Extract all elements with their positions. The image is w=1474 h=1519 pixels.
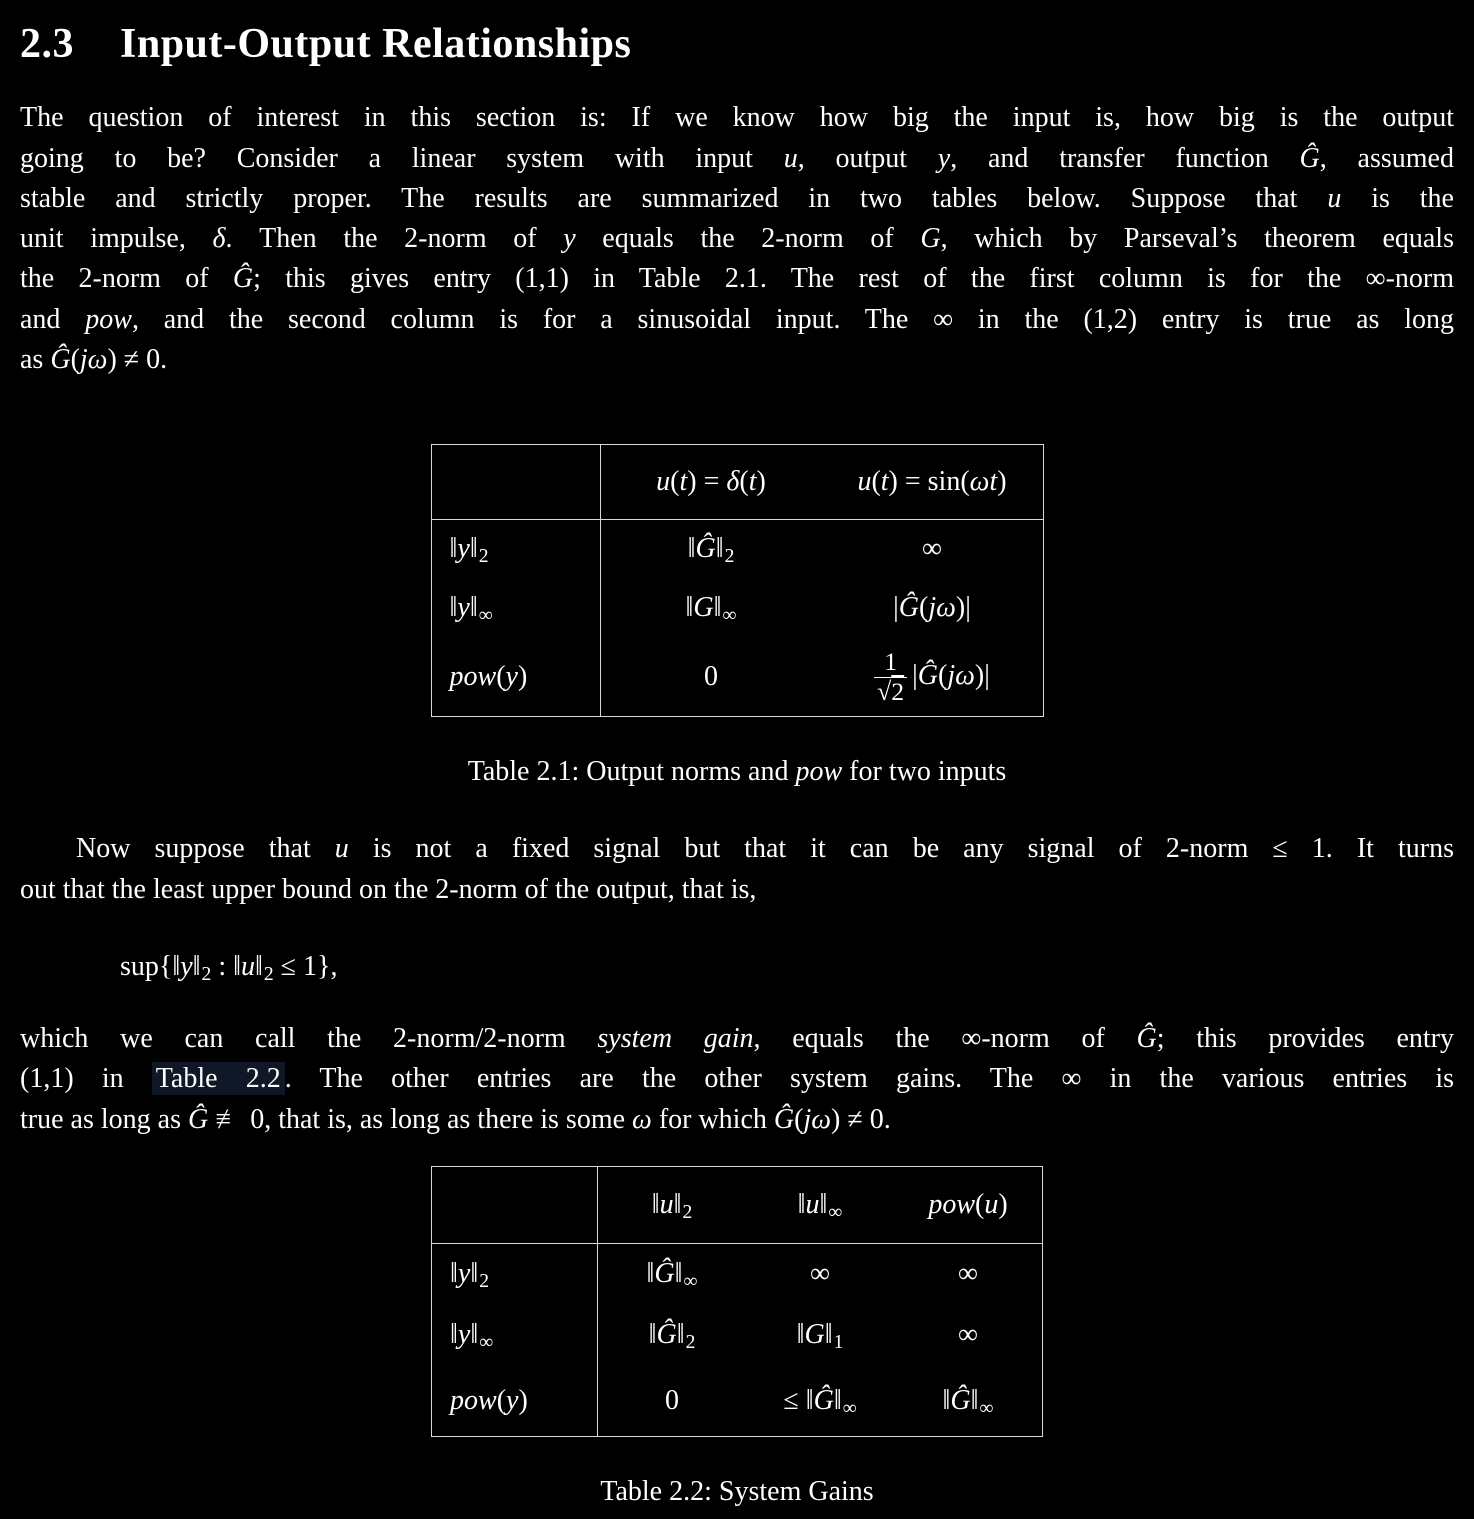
table-cell (746, 1366, 894, 1437)
text-run: ) (998, 1188, 1008, 1220)
math-run: pow (795, 756, 843, 788)
table-2-1 (431, 444, 1044, 717)
math-run: y (457, 1257, 471, 1289)
text-run: ‖ (648, 1318, 657, 1350)
text-run: ‖ (450, 1257, 458, 1289)
text-run: Table 2.2: System Gains (600, 1475, 874, 1507)
row-label (432, 1243, 598, 1304)
math-run: Ĝ (50, 344, 71, 376)
math-run: y (457, 592, 470, 624)
math-run: Ĝ (1136, 1022, 1157, 1054)
subscript-run: ∞ (979, 1397, 994, 1419)
math-run: t (679, 466, 688, 498)
text-run: ‖ (796, 1318, 805, 1350)
text-run: : (211, 950, 234, 982)
math-run: Ĝ (656, 1318, 677, 1350)
text-run: . The other entries are the other system gains. The ∞ in the various entries is (284, 1063, 1455, 1095)
math-run: δ (726, 466, 740, 498)
math-run: Ĝ (898, 592, 919, 624)
text-run: ‖ (805, 1384, 814, 1416)
subscript-run: 2 (724, 546, 735, 568)
text-run: ≤ (783, 1384, 806, 1416)
text-run: . Then the 2-norm of (225, 223, 564, 255)
table-header-row (431, 445, 1043, 520)
text-run: , and transfer function (950, 142, 1300, 174)
math-run: Ĝ (917, 659, 939, 691)
math-run: y (457, 533, 470, 565)
math-run: Ĝ (232, 263, 254, 295)
text-run: sup{ (120, 950, 173, 982)
text-run: ; this gives entry (1,1) in Table 2.1. The rest of the first column is for the ∞-norm (253, 263, 1454, 295)
text-run: )| (955, 592, 971, 624)
text-run: ) (518, 1384, 528, 1416)
text-run: and (20, 303, 86, 335)
math-run: y (937, 142, 951, 174)
math-run: Ĝ (950, 1384, 971, 1416)
table-2-2-link[interactable]: Table 2.2 (152, 1062, 285, 1095)
text-run: is not a fixed signal but that it can be any signal of 2-norm ≤ 1. It turns (348, 833, 1454, 865)
subscript-run: ∞ (842, 1397, 857, 1419)
table-2-2-caption (20, 1472, 1454, 1512)
text-run: , assumed (1319, 142, 1454, 174)
equation-sup-norm (20, 943, 1454, 994)
text-run: ∞ (958, 1318, 978, 1350)
text-run: ( (871, 466, 881, 498)
math-run: u (783, 142, 798, 174)
text-run: ‖ (470, 1257, 479, 1289)
text-run: true as long as (20, 1103, 188, 1135)
text-run: unit impulse, (20, 223, 213, 255)
table-corner-cell (432, 1166, 598, 1243)
table-cell (600, 578, 822, 638)
table-2-2-header-u2 (598, 1166, 747, 1243)
fraction-denominator: √2 (874, 677, 907, 707)
paragraph-1 (20, 98, 1454, 380)
text-run: the 2-norm of (20, 263, 233, 295)
math-run: jω (803, 1103, 832, 1135)
math-run: u (659, 1188, 674, 1220)
table-cell (600, 520, 822, 579)
text-run: ‖ (833, 1384, 842, 1416)
text-run: Now suppose that (76, 833, 335, 865)
subscript-run: 2 (682, 1201, 693, 1223)
table-2-2-header-uinf (746, 1166, 894, 1243)
text-line (20, 98, 1454, 138)
math-run: pow (450, 1384, 497, 1416)
text-run: ‖ (233, 950, 241, 982)
math-run: jω (928, 592, 956, 624)
text-line (20, 1059, 1454, 1099)
table-cell (746, 1304, 894, 1366)
math-run: G (920, 223, 941, 255)
text-run: ( (975, 1188, 985, 1220)
math-run: pow (449, 661, 497, 693)
text-line (20, 300, 1454, 340)
math-run: u (334, 833, 349, 865)
math-run: Ĝ (654, 1257, 675, 1289)
table-cell (822, 520, 1044, 579)
text-run: ) ≠ 0. (107, 344, 168, 376)
text-run: is the (1341, 182, 1454, 214)
subscript-run: 2 (479, 1270, 489, 1292)
text-run: (1,1) in (20, 1063, 152, 1095)
math-run: y (457, 1318, 471, 1350)
text-run: 0 (704, 661, 718, 693)
section-title: Input-Output Relationships (120, 21, 632, 67)
text-run: ) (517, 661, 528, 693)
math-run: ω (632, 1103, 652, 1135)
math-run: jω (79, 344, 108, 376)
text-line (20, 179, 1454, 219)
text-run: ‖ (970, 1384, 979, 1416)
math-run: t (880, 466, 889, 498)
math-run: Ĝ (695, 533, 716, 565)
table-row (431, 578, 1043, 638)
text-run: ‖ (713, 592, 722, 624)
subscript-run: 2 (685, 1331, 696, 1353)
text-run: )| (974, 659, 990, 691)
fraction-numerator: 1 (884, 647, 898, 677)
table-cell (894, 1366, 1043, 1437)
text-run: ( (919, 592, 929, 624)
table-cell (598, 1243, 747, 1304)
text-run: ) (756, 466, 766, 498)
text-run: as (20, 344, 51, 376)
row-label (432, 1304, 598, 1366)
table-2-1-header-impulse (600, 445, 822, 520)
text-run: out that the least upper bound on the 2-norm of the output, that is, (20, 873, 757, 905)
text-run: ≤ 1}, (273, 950, 338, 982)
text-run: ) ≠ 0. (831, 1103, 891, 1135)
table-cell (600, 638, 822, 717)
math-run: system gain (597, 1022, 754, 1054)
text-run: ‖ (469, 533, 478, 565)
text-run: , equals the ∞-norm of (753, 1022, 1137, 1054)
fraction (874, 648, 907, 707)
text-run: which we can call the 2-norm/2-norm (20, 1022, 598, 1054)
table-cell (894, 1243, 1043, 1304)
text-run: ‖ (797, 1188, 806, 1220)
math-run: u (805, 1188, 820, 1220)
text-line (20, 219, 1454, 259)
math-run: G (804, 1318, 825, 1350)
math-run: u (240, 950, 255, 982)
paragraph-3 (20, 1019, 1454, 1140)
text-line (20, 870, 1454, 910)
table-2-2-container (20, 1166, 1454, 1437)
text-run: ‖ (192, 950, 201, 982)
text-run: ‖ (687, 533, 696, 565)
text-run: ‖ (646, 1257, 655, 1289)
table-row (431, 520, 1043, 579)
table-2-1-container (20, 444, 1454, 717)
text-run: 0 (665, 1384, 679, 1416)
math-run: δ (212, 223, 226, 255)
math-run: Ĝ (773, 1103, 795, 1135)
text-run: ≢ 0, that is, as long as there is some (208, 1103, 633, 1135)
text-run: going to be? Consider a linear system with input (20, 142, 784, 174)
text-run: , which by Parseval’s theorem equals (940, 223, 1454, 255)
table-cell (598, 1304, 747, 1366)
table-cell (598, 1366, 747, 1437)
math-run: jω (947, 659, 975, 691)
math-run: u (857, 466, 872, 498)
math-run: u (1327, 182, 1342, 214)
text-line (20, 1100, 1454, 1140)
text-run: ) (997, 466, 1007, 498)
math-run: u (984, 1188, 999, 1220)
text-run: ( (496, 1384, 507, 1416)
text-run: ( (938, 659, 948, 691)
paragraph-2 (20, 829, 1454, 910)
subscript-run: 2 (201, 963, 212, 985)
subscript-run: ∞ (478, 605, 493, 627)
math-run: Ĝ (187, 1103, 209, 1135)
table-2-2 (431, 1166, 1043, 1437)
text-run: ‖ (674, 1257, 683, 1289)
section-heading (20, 0, 1454, 68)
text-run: ∞ (810, 1257, 830, 1289)
table-cell (894, 1304, 1043, 1366)
text-run: ‖ (651, 1188, 660, 1220)
text-run: The question of interest in this section is: If we know how big the input is, how big is the output (20, 102, 1454, 134)
text-line (20, 1019, 1454, 1059)
text-run: ∞ (922, 533, 942, 565)
text-run: Table 2.1: Output norms and (467, 756, 796, 788)
text-run: ( (496, 661, 506, 693)
math-run: u (656, 466, 671, 498)
text-line (20, 340, 1454, 380)
table-row (432, 1243, 1043, 1304)
math-run: Ĝ (813, 1384, 834, 1416)
text-run: ‖ (819, 1188, 828, 1220)
text-run: ‖ (172, 950, 181, 982)
math-run: y (563, 223, 576, 255)
text-run: ‖ (470, 1318, 479, 1350)
text-run: ‖ (942, 1384, 951, 1416)
text-run: ‖ (254, 950, 263, 982)
text-run: ( (739, 466, 749, 498)
table-header-row (432, 1166, 1043, 1243)
text-line (20, 259, 1454, 299)
text-run: ‖ (450, 1318, 458, 1350)
text-run: stable and strictly proper. The results are summarized in two tables below. Suppose that (20, 182, 1328, 214)
table-row (431, 638, 1043, 717)
text-run: ‖ (469, 592, 478, 624)
table-cell (822, 638, 1044, 717)
text-line (20, 829, 1454, 869)
text-run: for which (651, 1103, 774, 1135)
text-run: ‖ (685, 592, 694, 624)
table-2-1-caption (20, 752, 1454, 792)
text-run: ∞ (958, 1257, 978, 1289)
math-run: pow (85, 303, 132, 335)
text-run: ( (794, 1103, 804, 1135)
row-label (431, 520, 600, 579)
row-label (432, 1366, 598, 1437)
table-row (432, 1366, 1043, 1437)
text-run: ‖ (449, 533, 458, 565)
math-run: t (748, 466, 757, 498)
subscript-run: ∞ (722, 605, 737, 627)
text-run: ‖ (715, 533, 724, 565)
table-corner-cell (431, 445, 600, 520)
section-number: 2.3 (20, 21, 74, 67)
subscript-run: ∞ (479, 1331, 494, 1353)
text-run: ) = sin( (888, 466, 970, 498)
text-run: ‖ (824, 1318, 833, 1350)
text-run: ; this provides entry (1156, 1022, 1455, 1054)
math-run: y (505, 661, 518, 693)
text-run: ‖ (676, 1318, 685, 1350)
text-run: for two inputs (842, 756, 1007, 788)
table-row (432, 1304, 1043, 1366)
table-2-2-header-powu (894, 1166, 1043, 1243)
text-run: ( (670, 466, 680, 498)
subscript-run: ∞ (683, 1270, 698, 1292)
subscript-run: 2 (263, 963, 274, 985)
math-run: y (180, 950, 193, 982)
text-run: equals the 2-norm of (575, 223, 921, 255)
row-label (431, 578, 600, 638)
text-run: , and the second column is for a sinusoidal input. The ∞ in the (1,2) entry is true as long (131, 303, 1454, 335)
text-run: ‖ (673, 1188, 682, 1220)
subscript-run: ∞ (828, 1201, 843, 1223)
text-run: | (912, 659, 918, 691)
subscript-run: 1 (833, 1331, 844, 1353)
text-run: , output (797, 142, 938, 174)
text-run: ‖ (449, 592, 458, 624)
text-run: | (893, 592, 899, 624)
table-2-1-header-sinusoid (822, 445, 1044, 520)
row-label (431, 638, 600, 717)
math-run: Ĝ (1299, 142, 1320, 174)
math-run: y (506, 1384, 519, 1416)
math-run: ωt (969, 466, 998, 498)
math-run: pow (928, 1188, 976, 1220)
table-cell (746, 1243, 894, 1304)
text-run: ( (70, 344, 80, 376)
math-run: G (693, 592, 714, 624)
subscript-run: 2 (478, 546, 489, 568)
text-run: ) = (687, 466, 727, 498)
table-cell (822, 578, 1044, 638)
text-line (20, 139, 1454, 179)
